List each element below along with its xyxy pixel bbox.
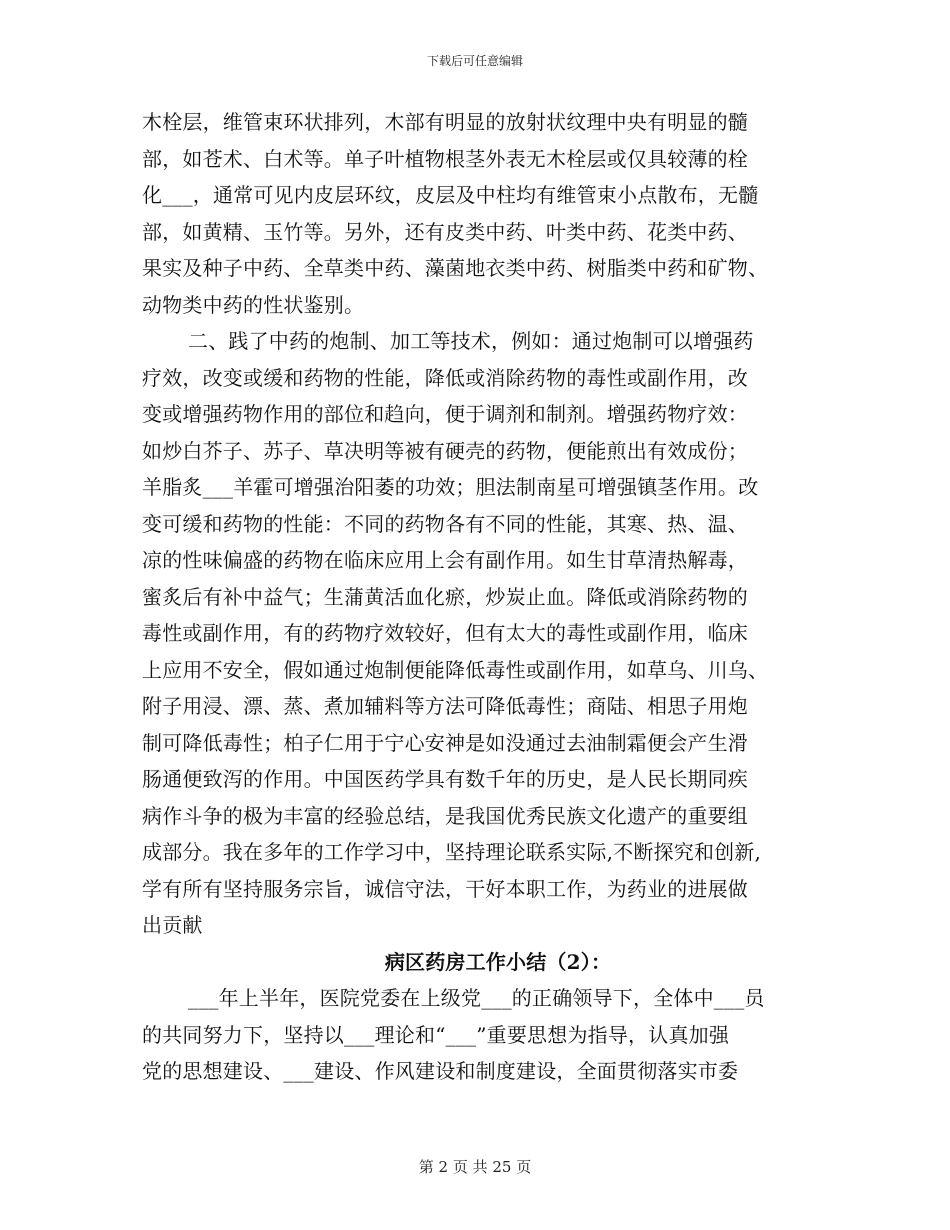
body-line: 部，如苍术、白术等。单子叶植物根茎外表无木栓层或仅具较薄的栓 xyxy=(142,146,748,171)
paragraph-start-line: 二、践了中药的炮制、加工等技术，例如：通过炮制可以增强药 xyxy=(188,329,754,353)
body-line: 附子用浸、漂、蒸、煮加辅料等方法可降低毒性；商陆、相思子用炮 xyxy=(142,694,748,718)
body-line: 如炒白芥子、苏子、草决明等被有硬壳的药物，便能煎出有效成份； xyxy=(142,438,748,463)
body-line: 制可降低毒性；柏子仁用于宁心安神是如没通过去油制霜便会产生滑 xyxy=(142,730,748,755)
paragraph-start-line: ___年上半年，医院党委在上级党___的正确领导下，全体中___员 xyxy=(188,986,765,1010)
body-line: 出贡献 xyxy=(142,913,203,937)
page-header-note: 下载后可任意编辑 xyxy=(426,54,523,68)
body-line: 化___，通常可见内皮层环纹，皮层及中柱均有维管束小点散布，无髓 xyxy=(142,183,759,207)
body-line: 病作斗争的极为丰富的经验总结，是我国优秀民族文化遗产的重要组 xyxy=(142,803,748,828)
body-line: 变可缓和药物的性能：不同的药物各有不同的性能，其寒、热、温、 xyxy=(142,511,748,536)
body-line: 羊脂炙___羊霍可增强治阳萎的功效；胆法制南星可增强镇茎作用。改 xyxy=(142,475,759,499)
document-body xyxy=(142,104,814,1090)
body-line: 学有所有坚持服务宗旨，诚信守法，干好本职工作，为药业的进展做 xyxy=(142,876,748,901)
body-line: 肠通便致泻的作用。中国医药学具有数千年的历史，是人民长期同疾 xyxy=(142,767,748,791)
section-title: 病区药房工作小结（2）： xyxy=(384,949,612,974)
body-line: 的共同努力下，坚持以___理论和“___”重要思想为指导，认真加强 xyxy=(142,1022,730,1047)
body-line: 党的思想建设、___建设、作风建设和制度建设，全面贯彻落实市委 xyxy=(142,1059,739,1083)
body-line: 上应用不安全，假如通过炮制便能降低毒性或副作用，如草乌、川乌、 xyxy=(142,657,769,682)
body-line: 木栓层，维管束环状排列，木部有明显的放射状纹理中央有明显的髓 xyxy=(142,110,748,134)
page-number: 第 2 页 共 25 页 xyxy=(418,1158,532,1176)
body-line: 成部分。我在多年的工作学习中，坚持理论联系实际,不断探究和创新, xyxy=(142,840,762,864)
body-line: 凉的性味偏盛的药物在临床应用上会有副作用。如生甘草清热解毒， xyxy=(142,548,748,572)
body-line: 疗效，改变或缓和药物的性能，降低或消除药物的毒性或副作用，改 xyxy=(142,365,748,390)
body-line: 部，如黄精、玉竹等。另外，还有皮类中药、叶类中药、花类中药、 xyxy=(142,219,748,244)
body-line: 动物类中药的性状鉴别。 xyxy=(142,292,365,317)
body-line: 变或增强药物作用的部位和趋向，便于调剂和制剂。增强药物疗效： xyxy=(142,402,748,426)
body-line: 果实及种子中药、全草类中药、藻菌地衣类中药、树脂类中药和矿物、 xyxy=(142,256,769,280)
body-line: 毒性或副作用，有的药物疗效较好，但有太大的毒性或副作用，临床 xyxy=(142,621,748,645)
body-line: 蜜炙后有补中益气；生蒲黄活血化瘀，炒炭止血。降低或消除药物的 xyxy=(142,584,748,609)
